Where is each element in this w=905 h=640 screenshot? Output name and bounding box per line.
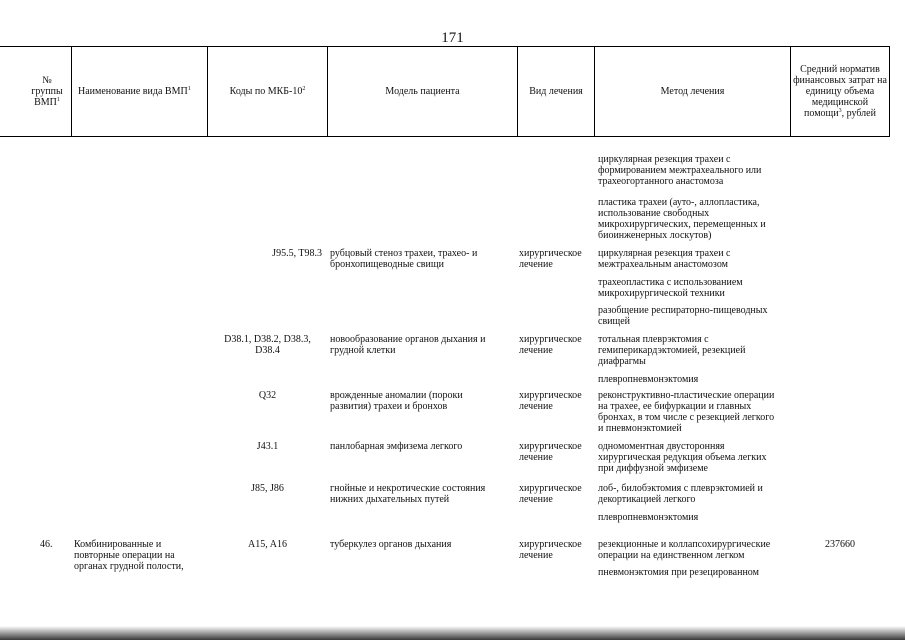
patient-model-cell: панлобарная эмфизема легкого [330, 441, 463, 452]
icd-code-cell: A15, A16 [248, 539, 287, 550]
header-vmp-name: Наименование вида ВМП$^1$ [78, 85, 191, 97]
icd-code-cell: D38.1, D38.2, D38.3, D38.4 [224, 334, 311, 356]
header-icd-codes: Коды по МКБ-$10^2$ [229, 85, 306, 97]
method-item: циркулярная резекция трахеи с межтрахеальным анастомозом [598, 248, 731, 270]
header-bottom-border [0, 136, 890, 137]
method-item: разобщение респираторно-пищеводных свищей [598, 305, 768, 327]
patient-model-cell: новообразование органов дыхания и грудной клетки [330, 334, 486, 356]
method-item: тотальная плеврэктомия с гемиперикардэктомией, резекцией диафрагмы [598, 334, 746, 367]
vmp-name-cell: Комбинированные и повторные операции на органах грудной полости, [74, 539, 184, 572]
patient-model-cell: гнойные и некротические состояния нижних дыхательных путей [330, 483, 486, 505]
method-item: реконструктивно-пластические операции на трахее, ее бифуркации и главных бронхах, в том числе с резекцией легкого и пневмонэктомией [598, 390, 775, 434]
cost-cell: 237660 [825, 539, 855, 550]
icd-code-cell: J85, J86 [251, 483, 284, 494]
header-treatment-type: Вид лечения [529, 85, 583, 97]
icd-code-cell: J43.1 [256, 441, 279, 452]
treatment-type-cell: хирургическое лечение [519, 248, 582, 270]
header-treatment-method: Метод лечения [660, 85, 725, 97]
header-cost: Средний норматив финансовых затрат на единицу объема медицинской помощи$^3$, рублей [793, 63, 887, 119]
icd-code-cell: Q32 [258, 390, 277, 401]
method-item: одномоментная двусторонняя хирургическая редукция объема легких при диффузной эмфиземе [598, 441, 767, 474]
header-patient-model: Модель пациента [385, 85, 460, 97]
method-item: резекционные и коллапсохирургические операции на единственном легком [598, 539, 771, 561]
method-item: лоб-, билобэктомия с плеврэктомией и декортикацией легкого [598, 483, 763, 505]
treatment-type-cell: хирургическое лечение [519, 441, 582, 463]
icd-code-cell: J95.5, T98.3 [272, 248, 322, 259]
method-item: пластика трахеи (ауто-, аллопластика, использование свободных микрохирургических, перемещенных и биоинженерных лоскутов) [598, 197, 766, 241]
patient-model-cell: рубцовый стеноз трахеи, трахео- и бронхопищеводные свищи [330, 248, 478, 270]
method-item: пневмонэктомия при резецированном [598, 567, 759, 578]
method-item: плевропневмонэктомия [598, 512, 699, 523]
method-item: трахеопластика с использованием микрохирургической техники [598, 277, 743, 299]
treatment-type-cell: хирургическое лечение [519, 483, 582, 505]
group-number-cell: 46. [40, 539, 53, 550]
method-item: плевропневмонэктомия [598, 374, 699, 385]
header-group-number: № группы ВМП$^1$ [31, 74, 63, 108]
page-number: 171 [441, 30, 464, 46]
scan-bottom-edge [0, 626, 905, 640]
treatment-type-cell: хирургическое лечение [519, 334, 582, 356]
patient-model-cell: врожденные аномалии (пороки развития) трахеи и бронхов [330, 390, 463, 412]
patient-model-cell: туберкулез органов дыхания [330, 539, 452, 550]
col-divider [889, 46, 890, 136]
treatment-type-cell: хирургическое лечение [519, 390, 582, 412]
method-item: циркулярная резекция трахеи с формированием межтрахеального или трахеогортанного анастомоза [598, 154, 762, 187]
treatment-type-cell: хирургическое лечение [519, 539, 582, 561]
